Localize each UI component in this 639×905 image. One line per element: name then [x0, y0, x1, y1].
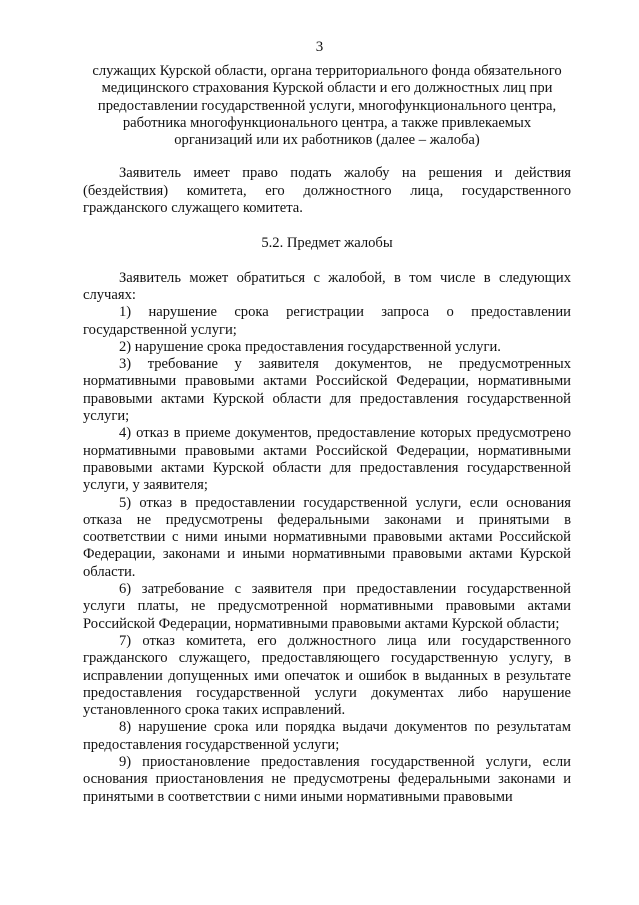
intro-paragraph: Заявитель имеет право подать жалобу на решения и действия (бездействия) комитета, его должностного лица, государственного гражданского служащего комитета. [83, 165, 571, 217]
list-item: 4) отказ в приеме документов, предоставление которых предусмотрено нормативными правовыми актами Российской Федерации, нормативными правовыми актами Курской области для предоставления государственной услуги, у заявителя; [83, 425, 571, 494]
spacer [83, 149, 571, 165]
list-item: 9) приостановление предоставления государственной услуги, если основания приостановления не предусмотрены федеральными законами и принятыми в соответствии с ними иными нормативными правовыми [83, 753, 571, 805]
list-item: 3) требование у заявителя документов, не предусмотренных нормативными правовыми актами Российской Федерации, нормативными правовыми актами Курской области для предоставления государственной услуги; [83, 356, 571, 425]
page-number: 3 [315, 39, 324, 55]
list-item: 6) затребование с заявителя при предоставлении государственной услуги платы, не предусмотренной нормативными правовыми актами Российской Федерации, нормативными правовыми актами Курской области; [83, 581, 571, 632]
lead-paragraph: Заявитель может обратиться с жалобой, в том числе в следующих случаях: [83, 269, 571, 303]
spacer [83, 253, 571, 270]
list-item: 8) нарушение срока или порядка выдачи документов по результатам предоставления государственной услуги; [83, 719, 571, 753]
spacer [83, 217, 571, 235]
intro-block: служащих Курской области, органа территориального фонда обязательного медицинского страхования Курской области и его должностных лиц при предоставлении государственной услуги, многофункционального центра, работника многофункционального центра, а также привлекаемых организаций или их работников (далее – жалоба) [92, 63, 562, 149]
list-item: 7) отказ комитета, его должностного лица или государственного гражданского служащего, предоставляющего государственную услугу, в исправлении допущенных ими опечаток и ошибок в выданных в результате предоставления государственной услуги документах либо нарушение установленного срока таких исправлений. [83, 632, 571, 719]
list-item: 5) отказ в предоставлении государственной услуги, если основания отказа не предусмотрены федеральными законами и принятыми в соответствии с ними иными нормативными правовыми актами Российской Федерации, законами и иными нормативными правовыми актами Курской области. [83, 494, 571, 580]
list-item: 1) нарушение срока регистрации запроса о предоставлении государственной услуги; [83, 304, 571, 338]
document-body [83, 63, 571, 806]
list-item: 2) нарушение срока предоставления государственной услуги. [119, 338, 501, 355]
section-heading: 5.2. Предмет жалобы [261, 235, 393, 252]
